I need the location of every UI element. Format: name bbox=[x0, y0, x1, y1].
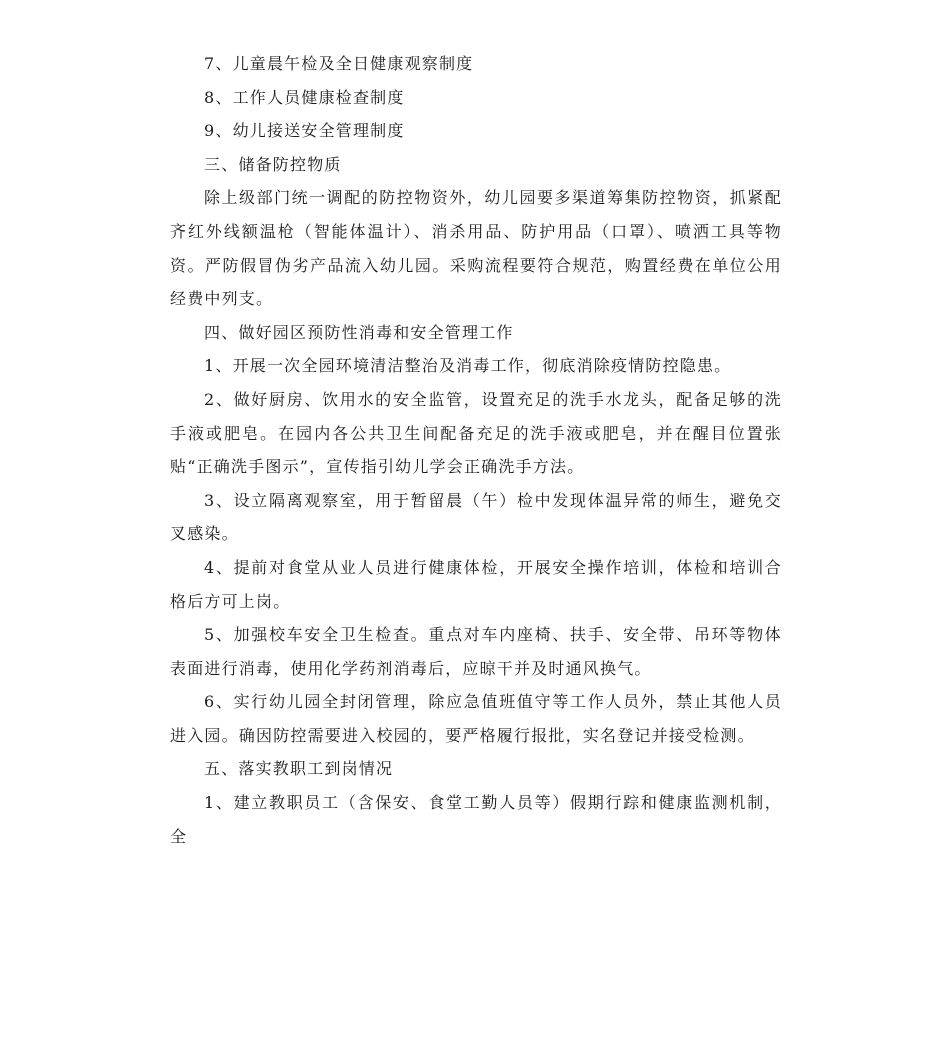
list-item-1: 1、开展一次全园环境清洁整治及消毒工作，彻底消除疫情防控隐患。 bbox=[204, 356, 732, 376]
section-heading-3: 三、储备防控物质 bbox=[204, 154, 342, 174]
list-item-2: 2、做好厨房、饮用水的安全监管，设置充足的洗手水龙头，配备足够的洗手液或肥皂。在园内各公共卫生间配备充足的洗手液或肥皂，并在醒目位置张贴“正确洗手图示”，宣传指引幼儿学会正确洗手方法。 bbox=[170, 389, 782, 477]
list-item-1-staff: 1、建立教职员工（含保安、食堂工勤人员等）假期行踪和健康监测机制，全 bbox=[170, 793, 782, 846]
list-item-5: 5、加强校车安全卫生检查。重点对车内座椅、扶手、安全带、吊环等物体表面进行消毒，使用化学药剂消毒后，应晾干并及时通风换气。 bbox=[170, 625, 782, 678]
list-item-3: 3、设立隔离观察室，用于暂留晨（午）检中发现体温异常的师生，避免交叉感染。 bbox=[170, 490, 782, 544]
list-item-7: 7、儿童晨午检及全日健康观察制度 bbox=[204, 54, 474, 73]
section-heading-4: 四、做好园区预防性消毒和安全管理工作 bbox=[204, 322, 514, 342]
list-item-6: 6、实行幼儿园全封闭管理，除应急值班值守等工作人员外，禁止其他人员进入园。确因防控需要进入校园的，要严格履行报批，实名登记并接受检测。 bbox=[170, 692, 782, 745]
document-body bbox=[170, 47, 782, 853]
body-paragraph: 除上级部门统一调配的防控物资外，幼儿园要多渠道筹集防控物资，抓紧配齐红外线额温枪（智能体温计）、消杀用品、防护用品（口罩）、喷洒工具等物资。严防假冒伪劣产品流入幼儿园。采购流程要符合规范，购置经费在单位公用经费中列支。 bbox=[170, 188, 782, 309]
list-item-8: 8、工作人员健康检查制度 bbox=[204, 87, 405, 107]
list-item-4: 4、提前对食堂从业人员进行健康体检，开展安全操作培训，体检和培训合格后方可上岗。 bbox=[170, 557, 782, 611]
list-item-9: 9、幼儿接送安全管理制度 bbox=[204, 121, 405, 141]
section-heading-5: 五、落实教职工到岗情况 bbox=[204, 759, 394, 779]
